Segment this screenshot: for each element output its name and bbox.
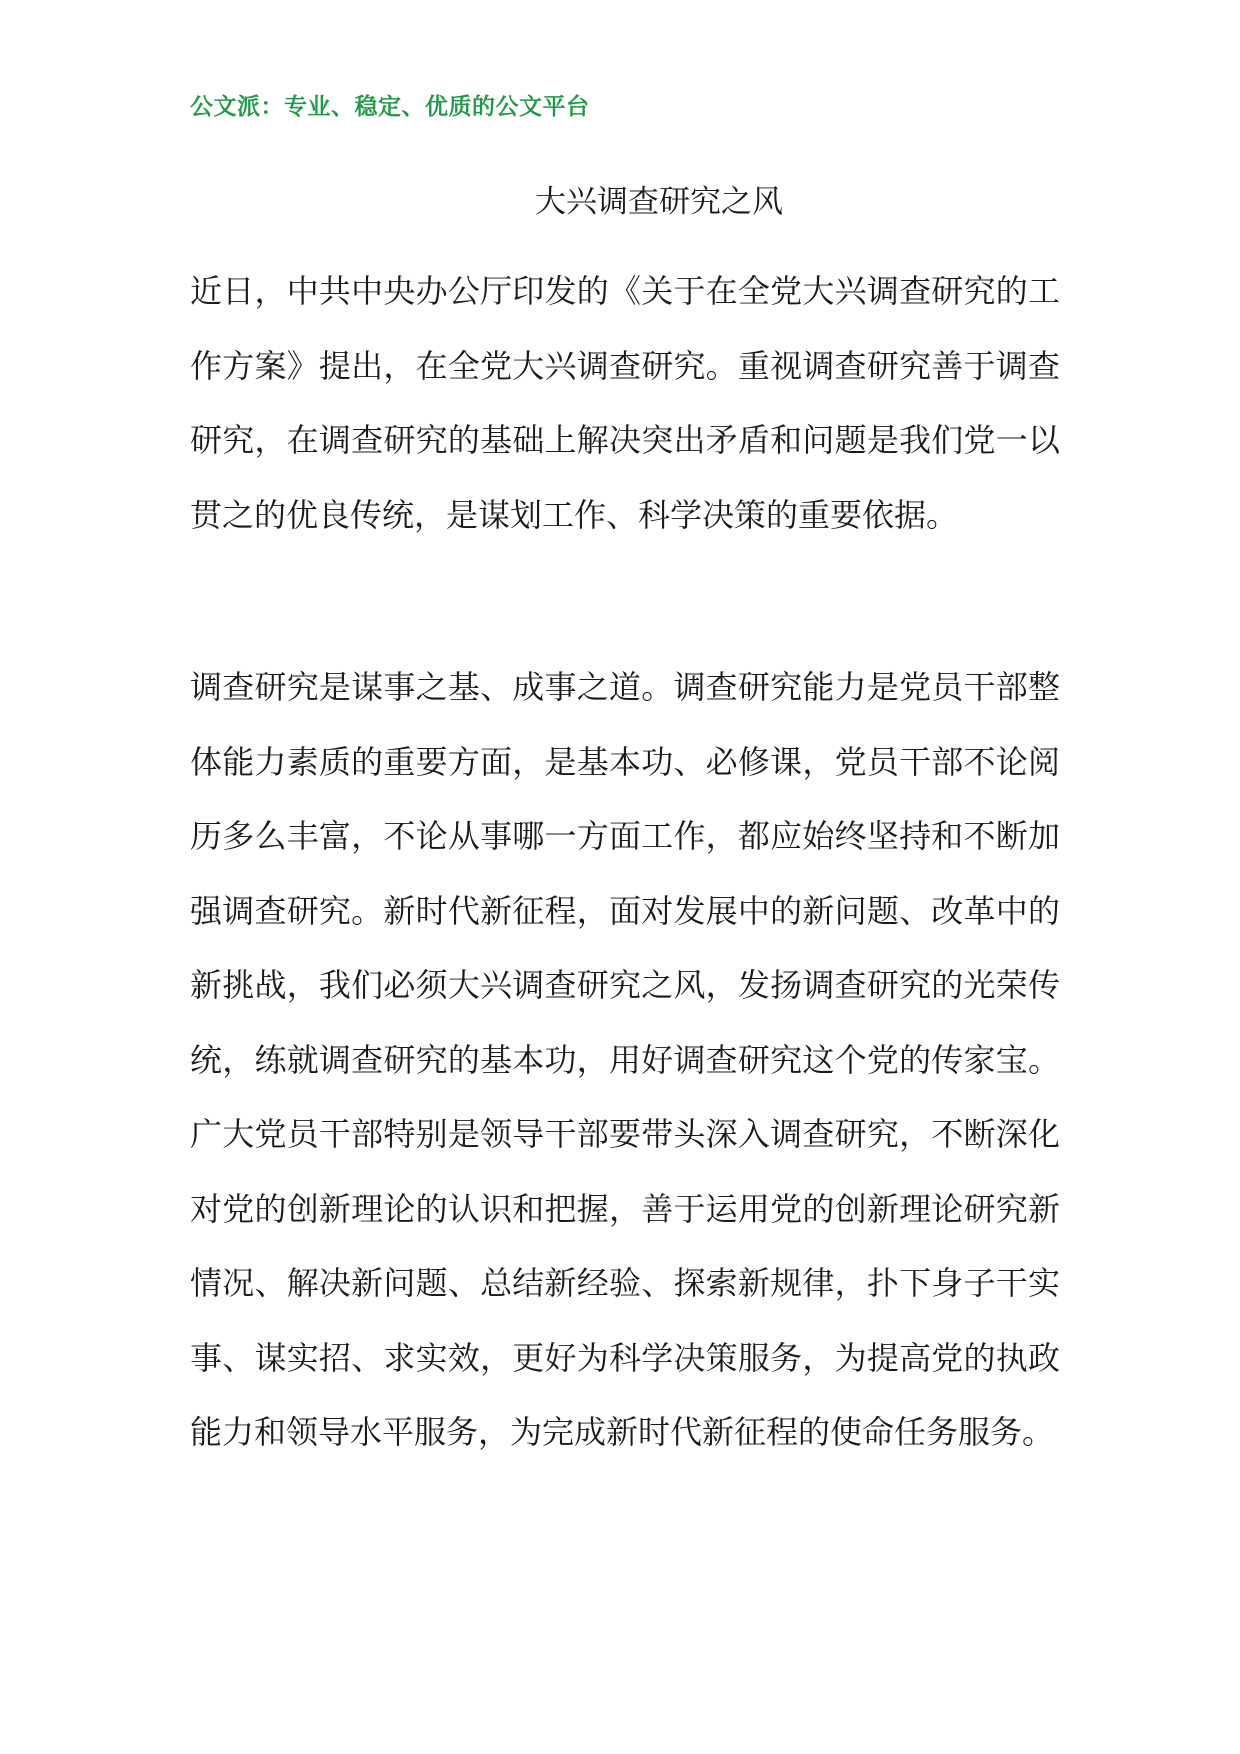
body-paragraph-2: 调查研究是谋事之基、成事之道。调查研究能力是党员干部整体能力素质的重要方面，是基本功、必修课，党员干部不论阅历多么丰富，不论从事哪一方面工作，都应始终坚持和不断加强调查研究。新时代新征程，面对发展中的新问题、改革中的新挑战，我们必须大兴调查研究之风，发扬调查研究的光荣传统，练就调查研究的基本功，用好调查研究这个党的传家宝。广大党员干部特别是领导干部要带头深入调查研究，不断深化对党的创新理论的认识和把握，善于运用党的创新理论研究新情况、解决新问题、总结新经验、探索新规律，扑下身子干实事、谋实招、求实效，更好为科学决策服务，为提高党的执政能力和领导水平服务，为完成新时代新征程的使命任务服务。 bbox=[190, 668, 1060, 1451]
site-slogan-header: 公文派：专业、稳定、优质的公文平台 bbox=[190, 94, 590, 120]
document-title: 大兴调查研究之风 bbox=[535, 184, 783, 220]
body-paragraph-1: 近日，中共中央办公厅印发的《关于在全党大兴调查研究的工作方案》提出，在全党大兴调查研究。重视调查研究善于调查研究，在调查研究的基础上解决突出矛盾和问题是我们党一以贯之的优良传统，是谋划工作、科学决策的重要依据。 bbox=[190, 272, 1060, 534]
